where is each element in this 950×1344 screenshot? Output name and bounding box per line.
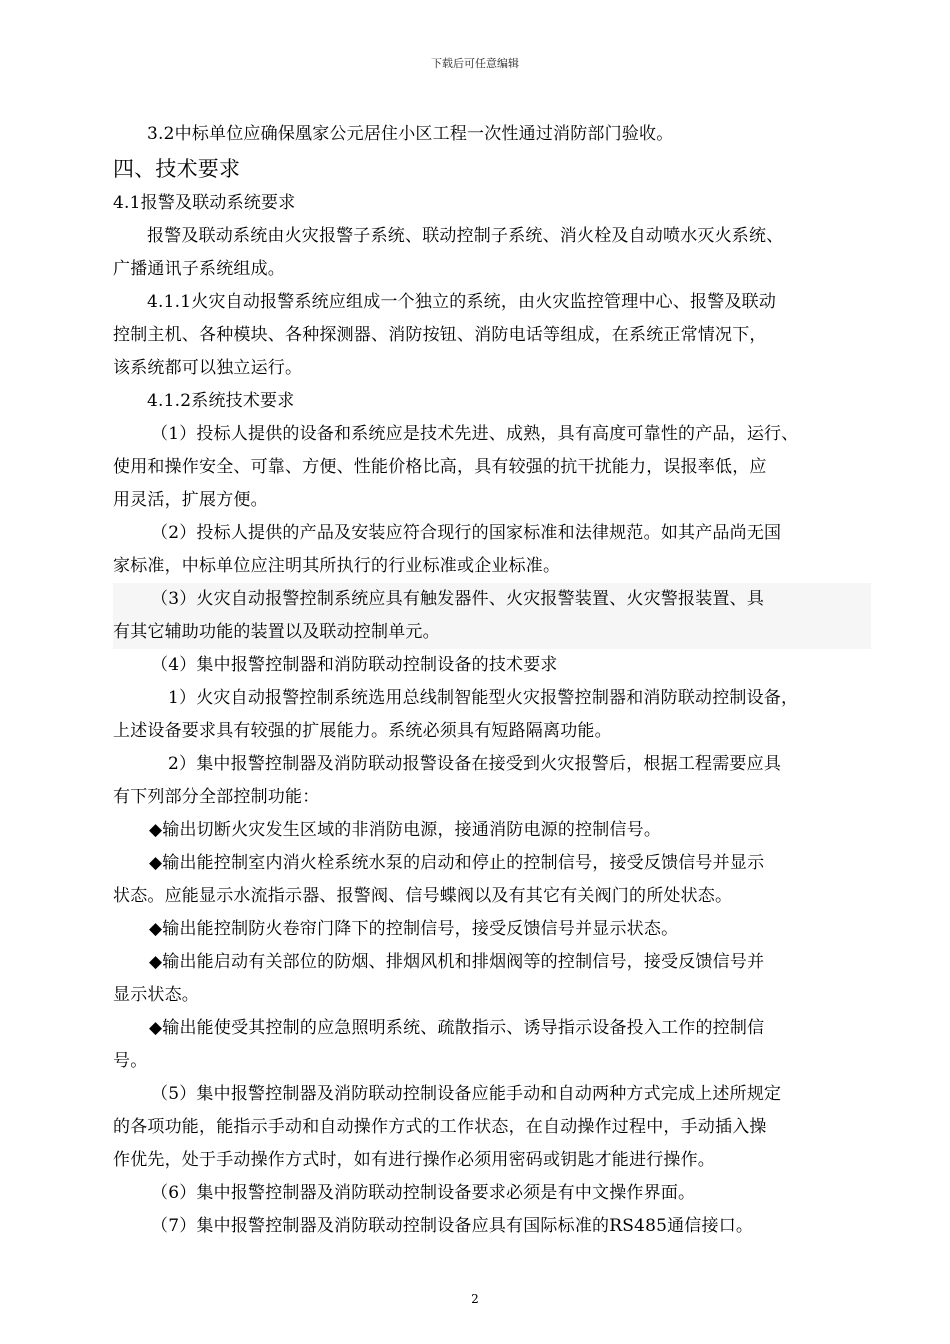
text-line: （4）集中报警控制器和消防联动控制设备的技术要求 <box>151 655 558 675</box>
text-line: 该系统都可以独立运行。 <box>113 358 303 378</box>
text-line: 作优先，处于手动操作方式时，如有进行操作必须用密码或钥匙才能进行操作。 <box>113 1150 715 1170</box>
text-line: 4.1.2系统技术要求 <box>147 391 295 411</box>
section-heading: 四、技术要求 <box>113 157 241 181</box>
text-line: （6）集中报警控制器及消防联动控制设备要求必须是有中文操作界面。 <box>151 1183 696 1203</box>
text-line: 1）火灾自动报警控制系统选用总线制智能型火灾报警控制器和消防联动控制设备， <box>168 688 799 708</box>
text-line: ◆输出切断火灾发生区域的非消防电源，接通消防电源的控制信号。 <box>149 820 662 840</box>
text-line: 4.1.1火灾自动报警系统应组成一个独立的系统，由火灾监控管理中心、报警及联动 <box>147 292 777 312</box>
text-line: ◆输出能使受其控制的应急照明系统、疏散指示、诱导指示设备投入工作的控制信 <box>149 1018 765 1038</box>
text-line: 2）集中报警控制器及消防联动报警设备在接受到火灾报警后，根据工程需要应具 <box>168 754 782 774</box>
text-line: （7）集中报警控制器及消防联动控制设备应具有国际标准的RS485通信接口。 <box>151 1216 754 1236</box>
text-line: 有下列部分全部控制功能： <box>113 787 320 807</box>
text-line: ◆输出能控制防火卷帘门降下的控制信号，接受反馈信号并显示状态。 <box>149 919 679 939</box>
text-line: 用灵活，扩展方便。 <box>113 490 268 510</box>
text-line: 上述设备要求具有较强的扩展能力。系统必须具有短路隔离功能。 <box>113 721 612 741</box>
text-line: （2）投标人提供的产品及安装应符合现行的国家标准和法律规范。如其产品尚无国 <box>151 523 782 543</box>
text-line: ◆输出能控制室内消火栓系统水泵的启动和停止的控制信号，接受反馈信号并显示 <box>149 853 765 873</box>
text-line: ◆输出能启动有关部位的防烟、排烟风机和排烟阀等的控制信号，接受反馈信号并 <box>149 952 765 972</box>
text-line: 报警及联动系统由火灾报警子系统、联动控制子系统、消火栓及自动喷水灭火系统、 <box>147 226 784 246</box>
text-line: 广播通讯子系统组成。 <box>113 259 285 279</box>
text-line: 显示状态。 <box>113 985 199 1005</box>
text-line: （1）投标人提供的设备和系统应是技术先进、成熟，具有高度可靠性的产品，运行、 <box>151 424 799 444</box>
page-header: 下载后可任意编辑 <box>431 57 519 70</box>
text-line: 使用和操作安全、可靠、方便、性能价格比高，具有较强的抗干扰能力，误报率低，应 <box>113 457 767 477</box>
text-line: 状态。应能显示水流指示器、报警阀、信号蝶阀以及有其它有关阀门的所处状态。 <box>113 886 733 906</box>
text-line: 控制主机、各种模块、各种探测器、消防按钮、消防电话等组成，在系统正常情况下， <box>113 325 767 345</box>
document-body <box>113 118 863 1243</box>
text-line: 3.2中标单位应确保凰家公元居住小区工程一次性通过消防部门验收。 <box>147 124 674 144</box>
page-number: 2 <box>471 1292 479 1306</box>
text-line: 4.1报警及联动系统要求 <box>113 193 296 213</box>
text-line: （5）集中报警控制器及消防联动控制设备应能手动和自动两种方式完成上述所规定 <box>151 1084 782 1104</box>
text-line: 的各项功能，能指示手动和自动操作方式的工作状态，在自动操作过程中，手动插入操 <box>113 1117 767 1137</box>
text-line: 有其它辅助功能的装置以及联动控制单元。 <box>113 616 871 649</box>
text-line: 家标准，中标单位应注明其所执行的行业标准或企业标准。 <box>113 556 561 576</box>
text-line: 号。 <box>113 1051 148 1071</box>
text-line: （3）火灾自动报警控制系统应具有触发器件、火灾报警装置、火灾警报装置、具 <box>113 583 871 616</box>
